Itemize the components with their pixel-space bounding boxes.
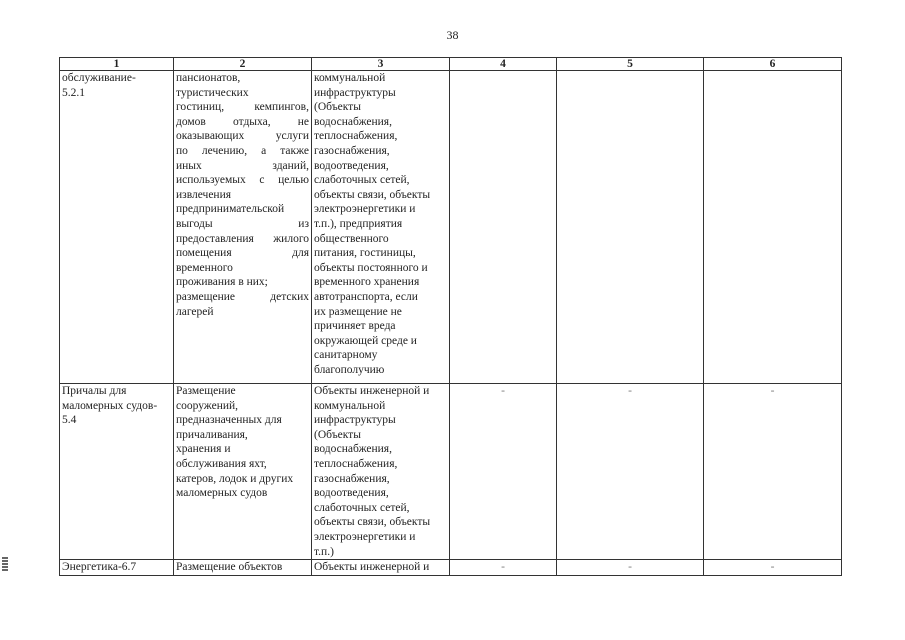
header-row xyxy=(60,58,842,71)
col2-line: проживания в них; xyxy=(176,276,268,289)
col3-line: их размещение не xyxy=(314,305,402,318)
col2-line: Размещение объектов xyxy=(176,561,283,574)
col3-line: газоснабжения, xyxy=(314,144,390,157)
col3-line: благополучию xyxy=(314,363,385,376)
table-cell-col4 xyxy=(450,71,557,384)
col3-line: (Объекты xyxy=(314,428,361,441)
col3-line: окружающей среде и xyxy=(314,334,417,347)
column-header: 3 xyxy=(312,58,450,71)
col3-line: объекты связи, объекты xyxy=(314,188,431,201)
col3-line: причиняет вреда xyxy=(314,320,396,333)
column-header: 4 xyxy=(450,58,557,71)
col3-line: слаботочных сетей, xyxy=(314,174,410,187)
col2-line: Размещение xyxy=(176,385,236,397)
col2-line: катеров, лодок и других xyxy=(176,472,294,485)
col2-line: маломерных судов xyxy=(176,487,268,500)
table-cell-col3 xyxy=(312,71,450,384)
col3-line: питания, гостиницы, xyxy=(314,247,416,260)
col3-line: водоснабжения, xyxy=(314,115,392,128)
table-cell-col1 xyxy=(60,384,174,560)
table-cell-col6: - xyxy=(704,560,842,576)
table-cell-col6: - xyxy=(704,384,842,560)
col2-line: предоставления жилого xyxy=(176,232,309,245)
col3-line: т.п.) xyxy=(314,545,334,558)
col2-line: сооружений, xyxy=(176,399,239,412)
col3-line: санитарному xyxy=(314,349,378,362)
table-cell-col3 xyxy=(312,384,450,560)
col2-line: оказывающих услуги xyxy=(176,130,309,143)
col1-line: обслуживание- xyxy=(62,72,136,84)
col1-line: Энергетика-6.7 xyxy=(62,561,137,574)
col2-line: временного xyxy=(176,261,233,274)
col2-line: гостиниц, кемпингов, xyxy=(176,101,309,114)
col3-line: газоснабжения, xyxy=(314,472,390,485)
col1-line: 5.4 xyxy=(62,414,77,427)
col3-line: теплоснабжения, xyxy=(314,457,398,470)
margin-marks xyxy=(2,557,8,572)
table-cell-col2 xyxy=(174,560,312,576)
col2-line: хранения и xyxy=(176,443,231,456)
table-cell-col5 xyxy=(557,71,704,384)
col2-line: обслуживания яхт, xyxy=(176,457,267,470)
col3-line: коммунальной xyxy=(314,72,386,84)
col2-line: туристических xyxy=(176,86,249,99)
table-row xyxy=(60,560,842,576)
col2-line: предпринимательской xyxy=(176,203,285,216)
col3-line: слаботочных сетей, xyxy=(314,501,410,514)
col3-line: коммунальной xyxy=(314,399,386,412)
col2-line: предназначенных для xyxy=(176,414,282,427)
col2-line: лагерей xyxy=(176,305,214,318)
col2-line: пансионатов, xyxy=(176,72,241,84)
column-header: 5 xyxy=(557,58,704,71)
land-use-table xyxy=(59,57,842,576)
col3-line: (Объекты xyxy=(314,101,361,114)
col3-line: Объекты инженерной и xyxy=(314,385,430,397)
col2-line: используемых с целью xyxy=(176,174,309,187)
column-header: 2 xyxy=(174,58,312,71)
col3-line: Объекты инженерной и xyxy=(314,561,430,574)
col3-line: электроэнергетики и xyxy=(314,530,416,543)
table-cell-col5: - xyxy=(557,384,704,560)
col3-line: инфраструктуры xyxy=(314,414,396,427)
col3-line: водоснабжения, xyxy=(314,443,392,456)
column-header: 6 xyxy=(704,58,842,71)
col3-line: теплоснабжения, xyxy=(314,130,398,143)
col3-line: электроэнергетики и xyxy=(314,203,416,216)
col1-line: Причалы для xyxy=(62,385,127,397)
col3-line: автотранспорта, если xyxy=(314,290,418,303)
col2-line: извлечения xyxy=(176,188,232,201)
col2-line: выгоды из xyxy=(176,217,309,230)
table-cell-col6 xyxy=(704,71,842,384)
col3-line: водоотведения, xyxy=(314,159,389,172)
table-cell-col2 xyxy=(174,71,312,384)
table-cell-col3 xyxy=(312,560,450,576)
col2-line: по лечению, а также xyxy=(176,144,309,157)
col3-line: объекты связи, объекты xyxy=(314,516,431,529)
table-row xyxy=(60,384,842,560)
col2-line: размещение детских xyxy=(176,290,309,303)
col2-line: иных зданий, xyxy=(176,159,309,172)
col2-line: причаливания, xyxy=(176,428,248,441)
col3-line: временного хранения xyxy=(314,276,420,289)
col3-line: инфраструктуры xyxy=(314,86,396,99)
col2-line: домов отдыха, не xyxy=(176,115,309,128)
col1-line: 5.2.1 xyxy=(62,86,85,99)
table-cell-col4: - xyxy=(450,384,557,560)
table-row xyxy=(60,71,842,384)
table-cell-col2 xyxy=(174,384,312,560)
table-cell-col1 xyxy=(60,560,174,576)
page-number: 38 xyxy=(446,28,459,42)
column-header: 1 xyxy=(60,58,174,71)
col3-line: объекты постоянного и xyxy=(314,261,428,274)
col2-line: помещения для xyxy=(176,247,309,260)
col3-line: водоотведения, xyxy=(314,487,389,500)
table-cell-col1 xyxy=(60,71,174,384)
table-cell-col4: - xyxy=(450,560,557,576)
col1-line: маломерных судов- xyxy=(62,399,158,412)
table-cell-col5: - xyxy=(557,560,704,576)
col3-line: т.п.), предприятия xyxy=(314,217,403,230)
col3-line: общественного xyxy=(314,232,389,245)
